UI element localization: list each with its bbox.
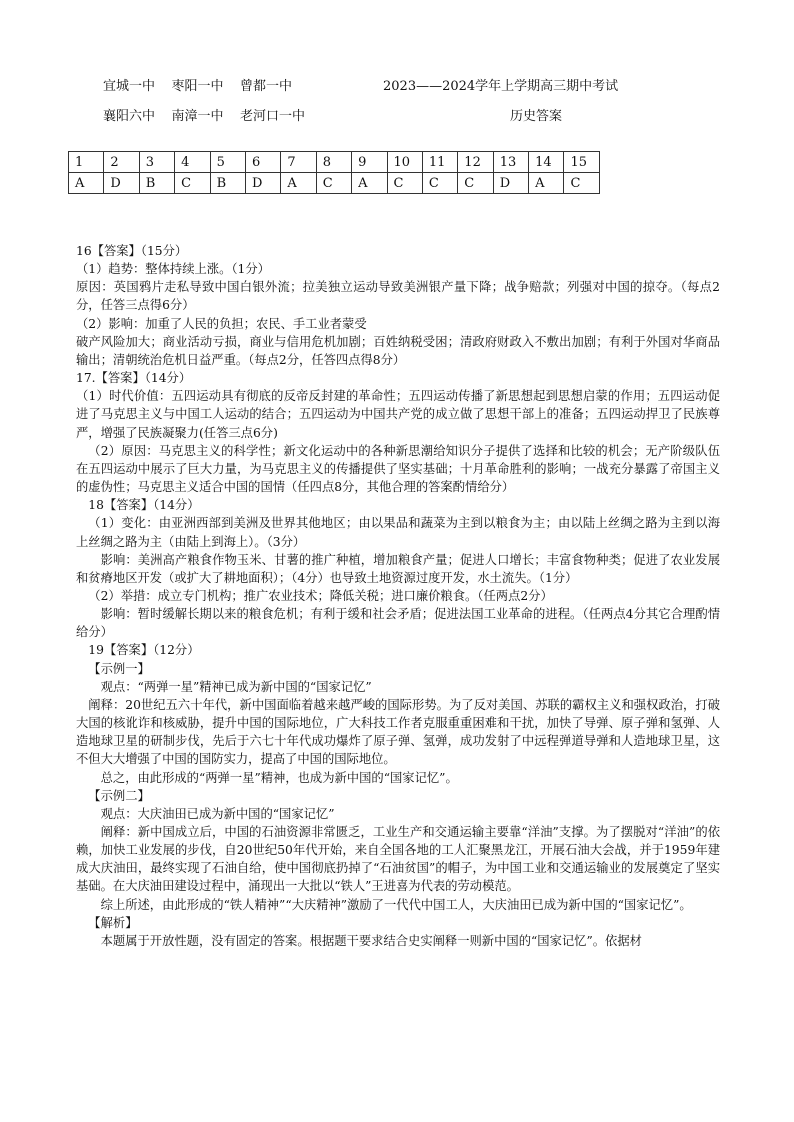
- analysis-text: 本题属于开放性题，没有固定的答案。根据题干要求结合史实阐释一则新中国的“国家记忆”。依据材: [100, 933, 642, 948]
- question-number: 6: [245, 152, 280, 173]
- question-number: 11: [422, 152, 457, 173]
- exam-title: 2023——2024学年上学期高三期中考试: [383, 79, 619, 94]
- q19-heading: 19【答案】（12分）: [88, 643, 200, 658]
- answer-cell: C: [316, 173, 351, 194]
- answer-cell: D: [104, 173, 139, 194]
- question-number: 12: [458, 152, 493, 173]
- answer-cell: B: [139, 173, 174, 194]
- example-one-conclusion: 总之，由此形成的“两弹一星”精神，也成为新中国的“国家记忆”。: [100, 770, 458, 785]
- question-number: 1: [69, 152, 104, 173]
- question-number: 15: [564, 152, 599, 173]
- answer-cell: A: [352, 173, 387, 194]
- q16-heading: 16【答案】（15分）: [76, 244, 188, 258]
- example-one-viewpoint: 观点：“两弹一星”精神已成为新中国的“国家记忆”: [100, 679, 372, 694]
- example-one-explanation: 阐释：20世纪五六十年代，新中国面临着越来越严峻的国际形势。为了反对美国、苏联的霸权主义和强权政治，打破大国的核讹诈和核威胁，提升中国的国际地位，广大科技工作者克服重重困难和干扰，加快了导弹、原子弹和氢弹、人造地球卫星的研制步伐，先后于六七十年代成功爆炸了原子弹、氢弹，成功发射了中远程弹道导弹和人造地球卫星，这不但大大增强了中国的国防实力，提高了中国的国际地位。: [76, 697, 720, 767]
- question-number: 4: [175, 152, 210, 173]
- school-list-row-2: 襄阳六中 南漳一中 老河口一中: [103, 109, 306, 124]
- q16-part2-impact-cont: 破产风险加大；商业活动亏损，商业与信用危机加剧；百姓纳税受困；清政府财政入不敷出加剧；有利于外国对华商品输出；清朝统治危机日益严重。（每点2分，任答四点得8分）: [76, 334, 720, 367]
- question-number: 9: [352, 152, 387, 173]
- q17-part2: （2）原因：马克思主义的科学性；新文化运动中的各种新思潮给知识分子提供了选择和比较的机会；无产阶级队伍在五四运动中展示了巨大力量，为马克思主义的传播提供了坚实基础；十月革命胜利的影响；一战充分暴露了帝国主义的虚伪性；马克思主义适合中国的国情（任四点8分，其他合理的答案酌情给分）: [76, 443, 720, 495]
- answer-cell: C: [458, 173, 493, 194]
- q16-part2-impact: （2）影响：加重了人民的负担；农民、手工业者蒙受: [76, 316, 367, 331]
- school-list-row-1: 宜城一中 枣阳一中 曾都一中: [103, 79, 293, 94]
- q18-part1-change: （1）变化：由亚洲西部到美洲及世界其他地区；由以果品和蔬菜为主到以粮食为主；由以陆上丝绸之路为主到以海上丝绸之路为主（由陆上到海上）。（3分）: [76, 516, 720, 549]
- answer-cell: A: [69, 173, 104, 194]
- question-number: 2: [104, 152, 139, 173]
- question-number: 10: [387, 152, 422, 173]
- answer-table-answers-row: [69, 173, 600, 194]
- example-two-viewpoint: 观点：大庆油田已成为新中国的“国家记忆”: [100, 806, 335, 821]
- answer-table-numbers-row: [69, 152, 600, 173]
- answer-cell: C: [387, 173, 422, 194]
- answer-cell: D: [245, 173, 280, 194]
- answer-cell: B: [210, 173, 245, 194]
- q18-part2-impact: 影响：暂时缓解长期以来的粮食危机；有利于缓和社会矛盾；促进法国工业革命的进程。（任两点4分其它合理酌情给分）: [76, 607, 720, 640]
- answer-cell: D: [493, 173, 528, 194]
- question-number: 7: [281, 152, 316, 173]
- question-number: 8: [316, 152, 351, 173]
- analysis-heading: 【解析】: [88, 915, 138, 930]
- q18-part2-measures: （2）举措：成立专门机构；推广农业技术；降低关税；进口廉价粮食。（任两点2分）: [88, 588, 553, 603]
- answer-explanations: [76, 242, 720, 950]
- answer-cell: C: [564, 173, 599, 194]
- answer-cell: A: [529, 173, 564, 194]
- subject-title: 历史答案: [510, 109, 563, 124]
- q17-heading: 17.【答案】（14分）: [76, 371, 192, 386]
- answer-cell: A: [281, 173, 316, 194]
- answer-table: [68, 151, 600, 194]
- q18-part1-impact: 影响：美洲高产粮食作物玉米、甘薯的推广种植，增加粮食产量；促进人口增长；丰富食物种类；促进了农业发展和贫瘠地区开发（或扩大了耕地面积）；（4分）也导致土地资源过度开发，水土流失。（1分）: [76, 552, 720, 585]
- example-two-explanation: 阐释：新中国成立后，中国的石油资源非常匮乏，工业生产和交通运输主要靠“洋油”支撑。为了摆脱对“洋油”的依赖，加快工业发展的步伐，自20世纪50年代开始，来自全国各地的工人汇聚黑龙江，开展石油大会战，并于1959年建成大庆油田，最终实现了石油自给，使中国彻底扔掉了“石油贫国”的帽子，为中国工业和交通运输业的发展奠定了坚实基础。在大庆油田建设过程中，涌现出一大批以“铁人”王进喜为代表的劳动模范。: [76, 825, 720, 894]
- q17-part1: （1）时代价值：五四运动具有彻底的反帝反封建的革命性；五四运动传播了新思想起到思想启蒙的作用；五四运动促进了马克思主义与中国工人运动的结合；五四运动为中国共产党的成立做了思想干部上的准备；五四运动捍卫了民族尊严，增强了民族凝聚力(任答三点6分): [76, 389, 720, 440]
- question-number: 5: [210, 152, 245, 173]
- answer-cell: C: [175, 173, 210, 194]
- example-two-heading: 【示例二】: [88, 788, 150, 803]
- question-number: 13: [493, 152, 528, 173]
- question-number: 14: [529, 152, 564, 173]
- question-number: 3: [139, 152, 174, 173]
- q18-heading: 18【答案】（14分）: [88, 498, 200, 513]
- answer-cell: C: [422, 173, 457, 194]
- q16-part1-trend: （1）趋势：整体持续上涨。（1分）: [76, 262, 270, 277]
- example-two-conclusion: 综上所述，由此形成的“铁人精神”“大庆精神”激励了一代代中国工人，大庆油田已成为新中国的“国家记忆”。: [100, 897, 692, 912]
- q16-part1-reasons: 原因：英国鸦片走私导致中国白银外流；拉美独立运动导致美洲银产量下降；战争赔款；列强对中国的掠夺。（每点2分，任答三点得6分）: [76, 280, 720, 313]
- example-one-heading: 【示例一】: [88, 661, 150, 676]
